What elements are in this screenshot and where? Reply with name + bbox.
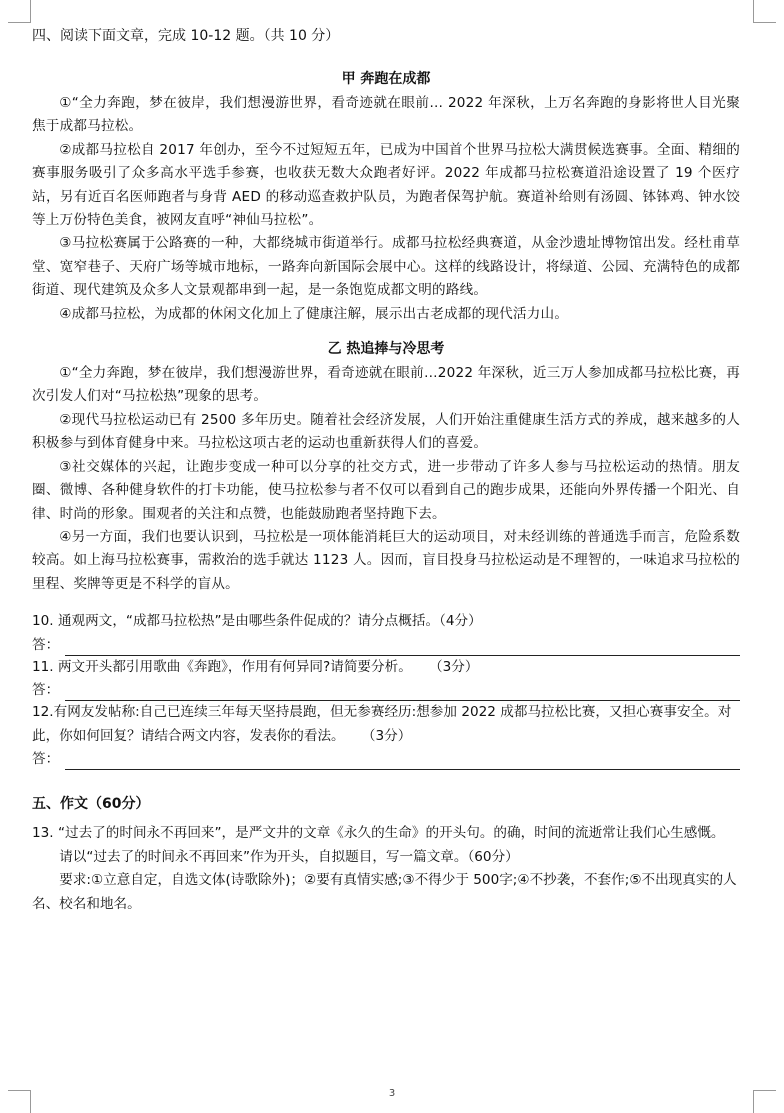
section-4-heading: 四、阅读下面文章，完成 10-12 题。（共 10 分）: [32, 28, 340, 44]
article-a-paragraph: ④成都马拉松，为成都的休闲文化加上了健康注解，展示出古老成都的现代活力山。: [59, 305, 569, 322]
article-b-title: 乙 热追捧与冷思考: [327, 341, 445, 358]
question-11: [32, 656, 740, 680]
crop-mark-top-left: [8, 0, 31, 23]
answer-row-11: [32, 679, 740, 701]
answer-line: [65, 755, 740, 770]
answer-row-12: [32, 748, 740, 770]
essay-prompt: 请以“过去了的时间永不再回来”作为开头，自拟题目，写一篇文章。（60分）: [59, 848, 519, 865]
answer-label: 答：: [32, 682, 60, 699]
answer-label: 答：: [32, 636, 60, 653]
question-12: [32, 701, 740, 748]
article-a-paragraph: ②成都马拉松自 2017 年创办，至今不过短短五年，已成为中国首个世界马拉松大满贯候选赛事。全面、精细的赛事服务吸引了众多高水平选手参赛，也收获无数大众跑者好评。2022 年成都马拉松赛道沿途设置了 19 个医疗站，另有近百名医师跑者与身背 AED 的移动巡查救护队员，为跑者保驾护航。赛道补给则有汤圆、钵钵鸡、钟水饺等上万份特色美食，被网友直呼“神仙马拉松”。: [32, 141, 740, 229]
article-b-paragraph: ③社交媒体的兴起，让跑步变成一种可以分享的社交方式，进一步带动了许多人参与马拉松运动的热情。朋友圈、微博、各种健身软件的打卡功能，使马拉松参与者不仅可以看到自己的跑步成果，还能向外界传播一个阳光、自律、时尚的形象。围观者的关注和点赞，也能鼓励跑者坚持跑下去。: [32, 458, 740, 522]
essay-requirements: 要求:①立意自定，自选文体(诗歌除外)；②要有真情实感;③不得少于 500字;④不抄袭，不套作;⑤不出现真实的人名、校名和地名。: [32, 872, 737, 912]
question-11-score: （3分）: [435, 658, 479, 675]
question-11-text: 11. 两文开头都引用歌曲《奔跑》，作用有何异同?请简要分析。: [32, 658, 412, 675]
page-number: 3: [388, 1088, 396, 1099]
article-a-paragraph: ③马拉松赛属于公路赛的一种，大都绕城市街道举行。成都马拉松经典赛道，从金沙遗址博物馆出发。经杜甫草堂、宽窄巷子、天府广场等城市地标，一路奔向新国际会展中心。这样的线路设计，将绿道、公园、充满特色的成都街道、现代建筑及众多人文景观都串到一起，是一条饱览成都文明的路线。: [32, 235, 740, 299]
section-5-heading: 五、作文（60分）: [32, 796, 150, 813]
article-b-paragraph: ①“全力奔跑，梦在彼岸，我们想漫游世界，看奇迹就在眼前…2022 年深秋，近三万人参加成都马拉松比赛，再次引发人们对“马拉松热”现象的思考。: [32, 365, 740, 405]
article-a-title: 甲 奔跑在成都: [341, 71, 431, 87]
answer-row-10: [32, 634, 740, 656]
question-12-score: （3分）: [368, 727, 412, 744]
article-a-paragraph: ①“全力奔跑，梦在彼岸，我们想漫游世界，看奇迹就在眼前… 2022 年深秋，上万名奔跑的身影将世人目光聚焦于成都马拉松。: [32, 95, 740, 135]
page-content: [32, 26, 740, 916]
question-10: [32, 610, 740, 634]
answer-label: 答：: [32, 751, 60, 768]
article-b-paragraph: ②现代马拉松运动已有 2500 多年历史。随着社会经济发展，人们开始注重健康生活方式的养成，越来越多的人积极参与到体育健身中来。马拉松这项古老的运动也重新获得人们的喜爱。: [32, 411, 740, 452]
crop-mark-top-right: [753, 0, 776, 23]
answer-line: [65, 641, 740, 656]
question-12-text: 12.有网友发帖称:自己已连续三年每天坚持晨跑，但无参赛经历:想参加 2022 成都马拉松比赛，又担心赛事安全。对此，你如何回复？请结合两文内容，发表你的看法。: [32, 704, 732, 744]
answer-line: [65, 686, 740, 701]
article-b-paragraph: ④另一方面，我们也要认识到，马拉松是一项体能消耗巨大的运动项目，对未经训练的普通选手而言，危险系数较高。如上海马拉松赛事，需救治的选手就达 1123 人。因而，盲目投身马拉松运动是不理智的，一味追求马拉松的里程、奖牌等更是不科学的盲从。: [32, 528, 740, 592]
question-10-text: 10. 通观两文，“成都马拉松热”是由哪些条件促成的？请分点概括。（4分）: [32, 613, 482, 630]
question-13: 13. “过去了的时间永不再回来”，是严文井的文章《永久的生命》的开头句。的确，时间的流逝常让我们心生感慨。: [32, 825, 725, 842]
